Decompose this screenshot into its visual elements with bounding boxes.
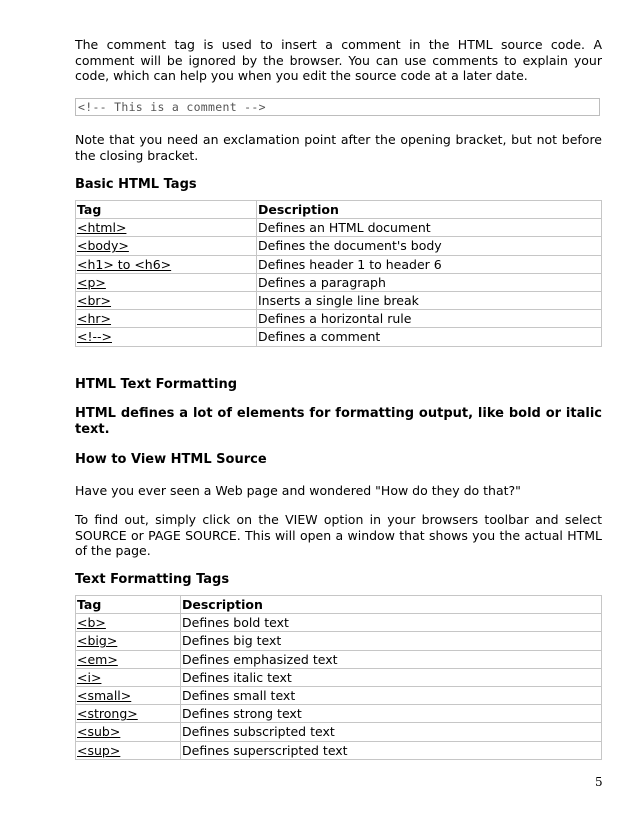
table-header-row [76,596,602,614]
basic-tags-table [75,200,602,347]
description-cell: Defines small text [181,686,602,704]
table-row [76,310,602,328]
text-formatting-paragraph: HTML defines a lot of elements for formatting output, like bold or italic text. [75,406,602,437]
tag-link[interactable]: <big> [77,633,118,649]
description-cell: Defines italic text [181,668,602,686]
tag-cell [76,705,181,723]
tag-cell [76,668,181,686]
description-cell: Defines an HTML document [257,219,602,237]
table-row [76,328,602,346]
description-cell: Defines a comment [257,328,602,346]
description-cell: Defines the document's body [257,237,602,255]
table-row [76,686,602,704]
tag-cell [76,291,257,309]
description-cell: Defines a horizontal rule [257,310,602,328]
tag-cell [76,650,181,668]
table-row [76,255,602,273]
tag-link[interactable]: <br> [77,293,112,309]
tag-cell [76,310,257,328]
table-row [76,614,602,632]
view-source-question: Have you ever seen a Web page and wondered "How do they do that?" [75,483,521,498]
description-cell: Defines a paragraph [257,273,602,291]
tag-cell [76,686,181,704]
table-row [76,741,602,759]
tag-cell [76,614,181,632]
tag-cell [76,741,181,759]
column-header-tag: Tag [76,596,181,614]
tag-link[interactable]: <b> [77,615,106,631]
tag-link[interactable]: <strong> [77,706,138,722]
description-cell: Defines superscripted text [181,741,602,759]
description-cell: Defines strong text [181,705,602,723]
formatting-tags-table [75,595,602,760]
tag-link[interactable]: <body> [77,238,129,254]
description-cell: Inserts a single line break [257,291,602,309]
intro-paragraph: The comment tag is used to insert a comment in the HTML source code. A comment will be ignored by the browser. You can use comments to explain your code, which can help you when you edit the source code at a later date. [75,37,602,83]
tag-cell [76,273,257,291]
column-header-description: Description [181,596,602,614]
table-row [76,705,602,723]
text-formatting-heading: HTML Text Formatting [75,377,238,392]
tag-link[interactable]: <sup> [77,742,121,758]
column-header-tag: Tag [76,201,257,219]
table-row [76,237,602,255]
view-source-instructions: To find out, simply click on the VIEW option in your browsers toolbar and select SOURCE or PAGE SOURCE. This will open a window that shows you the actual HTML of the page. [75,512,602,558]
basic-tags-heading: Basic HTML Tags [75,177,197,192]
description-cell: Defines big text [181,632,602,650]
tag-cell [76,723,181,741]
tag-link[interactable]: <small> [77,688,132,704]
description-cell: Defines emphasized text [181,650,602,668]
tag-cell [76,328,257,346]
table-row [76,650,602,668]
tag-link[interactable]: <h1> to <h6> [77,256,172,272]
table-row [76,668,602,686]
code-example: <!-- This is a comment --> [78,100,266,114]
tag-cell [76,632,181,650]
tag-link[interactable]: <p> [77,274,106,290]
tag-link[interactable]: <em> [77,651,118,667]
formatting-tags-heading: Text Formatting Tags [75,572,230,587]
table-row [76,723,602,741]
tag-cell [76,237,257,255]
tag-link[interactable]: <i> [77,669,102,685]
column-header-description: Description [257,201,602,219]
table-header-row [76,201,602,219]
tag-link[interactable]: <sub> [77,724,121,740]
table-row [76,291,602,309]
tag-link[interactable]: <!--> [77,329,112,345]
note-paragraph: Note that you need an exclamation point after the opening bracket, but not before the closing bracket. [75,132,602,163]
tag-cell [76,255,257,273]
table-row [76,632,602,650]
table-row [76,273,602,291]
tag-cell [76,219,257,237]
view-source-heading: How to View HTML Source [75,452,267,467]
description-cell: Defines header 1 to header 6 [257,255,602,273]
description-cell: Defines subscripted text [181,723,602,741]
code-example-box [75,98,600,116]
description-cell: Defines bold text [181,614,602,632]
table-row [76,219,602,237]
tag-link[interactable]: <hr> [77,311,112,327]
tag-link[interactable]: <html> [77,220,127,236]
page-number: 5 [595,775,603,789]
